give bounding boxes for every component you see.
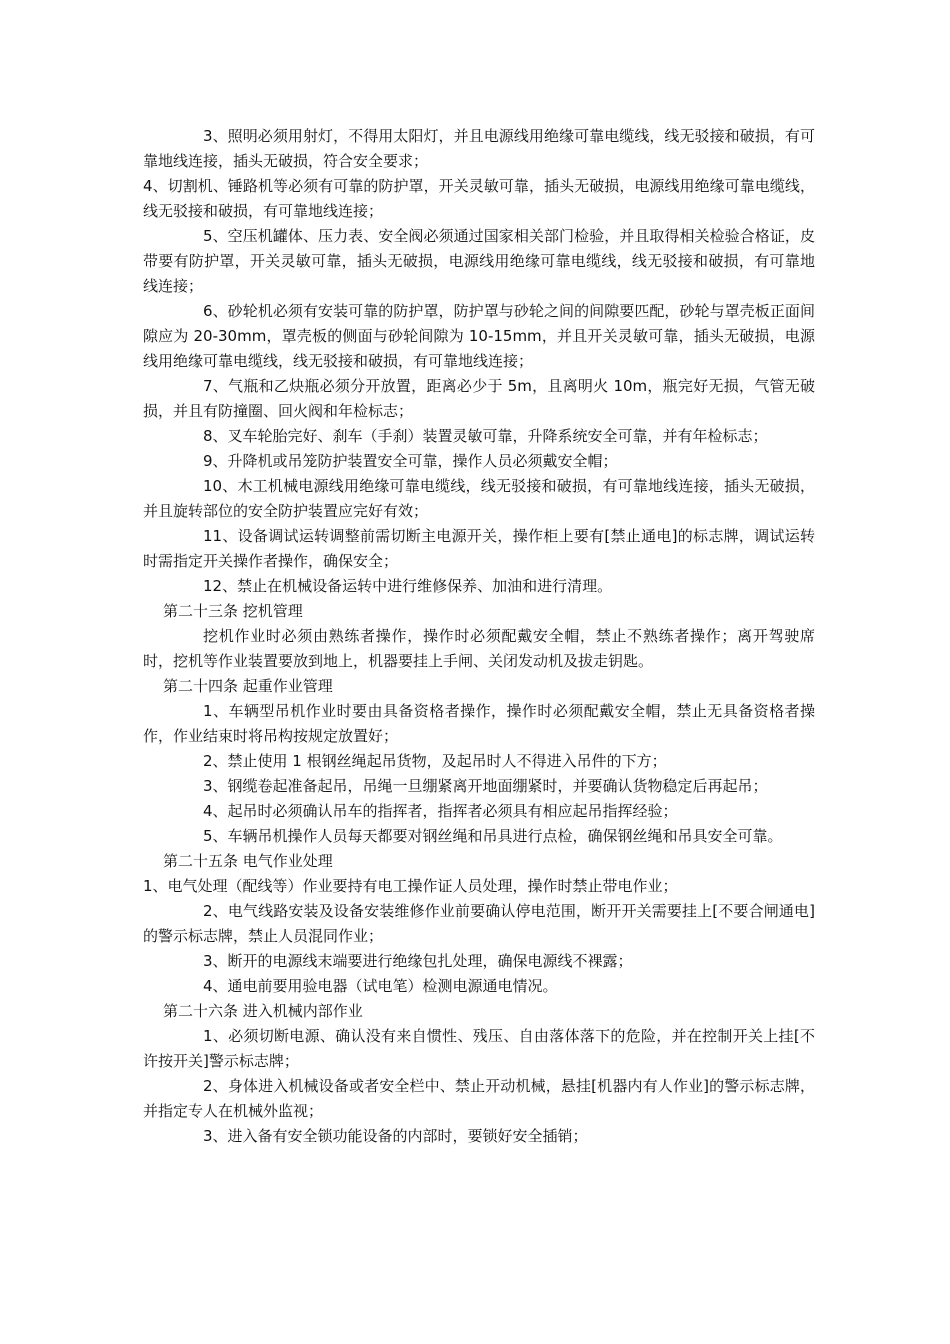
paragraph: 3、照明必须用射灯，不得用太阳灯，并且电源线用绝缘可靠电缆线，线无驳接和破损，有可靠地线连接，插头无破损，符合安全要求； [143, 127, 815, 170]
paragraph: 挖机作业时必须由熟练者操作，操作时必须配戴安全帽，禁止不熟练者操作；离开驾驶席时，挖机等作业装置要放到地上，机器要挂上手闸、关闭发动机及拔走钥匙。 [143, 627, 815, 670]
section-heading: 第二十四条 起重作业管理 [163, 677, 333, 695]
paragraph: 5、空压机罐体、压力表、安全阀必须通过国家相关部门检验，并且取得相关检验合格证，皮带要有防护罩，开关灵敏可靠，插头无破损，电源线用绝缘可靠电缆线，线无驳接和破损，有可靠地线连接； [143, 227, 815, 295]
paragraph: 2、电气线路安装及设备安装维修作业前要确认停电范围，断开开关需要挂上[不要合闸通电]的警示标志牌，禁止人员混同作业； [143, 902, 815, 945]
paragraph: 4、通电前要用验电器（试电笔）检测电源通电情况。 [203, 977, 558, 995]
paragraph: 4、切割机、锤路机等必须有可靠的防护罩，开关灵敏可靠，插头无破损，电源线用绝缘可靠电缆线，线无驳接和破损，有可靠地线连接； [143, 177, 815, 220]
paragraph: 2、禁止使用 1 根钢丝绳起吊货物，及起吊时人不得进入吊件的下方； [203, 752, 667, 770]
paragraph: 1、必须切断电源、确认没有来自惯性、残压、自由落体落下的危险，并在控制开关上挂[不许按开关]警示标志牌； [143, 1027, 815, 1070]
paragraph: 7、气瓶和乙炔瓶必须分开放置，距离必少于 5m，且离明火 10m，瓶完好无损，气管无破损，并且有防撞圈、回火阀和年检标志； [143, 377, 815, 420]
paragraph: 3、进入备有安全锁功能设备的内部时，要锁好安全插销； [203, 1127, 588, 1145]
paragraph: 1、电气处理（配线等）作业要持有电工操作证人员处理，操作时禁止带电作业； [143, 877, 678, 895]
section-heading: 第二十六条 进入机械内部作业 [163, 1002, 363, 1020]
paragraph: 11、设备调试运转调整前需切断主电源开关，操作柜上要有[禁止通电]的标志牌，调试运转时需指定开关操作者操作，确保安全； [143, 527, 815, 570]
paragraph: 6、砂轮机必须有安装可靠的防护罩，防护罩与砂轮之间的间隙要匹配，砂轮与罩壳板正面间隙应为 20-30mm，罩壳板的侧面与砂轮间隙为 10-15mm，并且开关灵敏可靠，插头无破损，电源线用绝缘可靠电缆线，线无驳接和破损，有可靠地线连接； [143, 302, 815, 370]
paragraph: 2、身体进入机械设备或者安全栏中、禁止开动机械，悬挂[机器内有人作业]的警示标志牌，并指定专人在机械外监视； [143, 1077, 815, 1120]
section-heading: 第二十三条 挖机管理 [163, 602, 303, 620]
paragraph: 1、车辆型吊机作业时要由具备资格者操作，操作时必须配戴安全帽，禁止无具备资格者操作，作业结束时将吊构按规定放置好； [143, 702, 815, 745]
paragraph: 3、断开的电源线末端要进行绝缘包扎处理，确保电源线不裸露； [203, 952, 633, 970]
section-heading: 第二十五条 电气作业处理 [163, 852, 333, 870]
paragraph: 12、禁止在机械设备运转中进行维修保养、加油和进行清理。 [203, 577, 613, 595]
paragraph: 5、车辆吊机操作人员每天都要对钢丝绳和吊具进行点检，确保钢丝绳和吊具安全可靠。 [203, 827, 783, 845]
paragraph: 3、钢缆卷起准备起吊，吊绳一旦绷紧离开地面绷紧时，并要确认货物稳定后再起吊； [203, 777, 768, 795]
paragraph: 8、叉车轮胎完好、刹车（手刹）装置灵敏可靠，升降系统安全可靠，并有年检标志； [203, 427, 768, 445]
paragraph: 4、起吊时必须确认吊车的指挥者，指挥者必须具有相应起吊指挥经验； [203, 802, 678, 820]
document-body [143, 124, 815, 1149]
paragraph: 9、升降机或吊笼防护装置安全可靠，操作人员必须戴安全帽； [203, 452, 618, 470]
paragraph: 10、木工机械电源线用绝缘可靠电缆线，线无驳接和破损，有可靠地线连接，插头无破损，并且旋转部位的安全防护装置应完好有效； [143, 477, 815, 520]
